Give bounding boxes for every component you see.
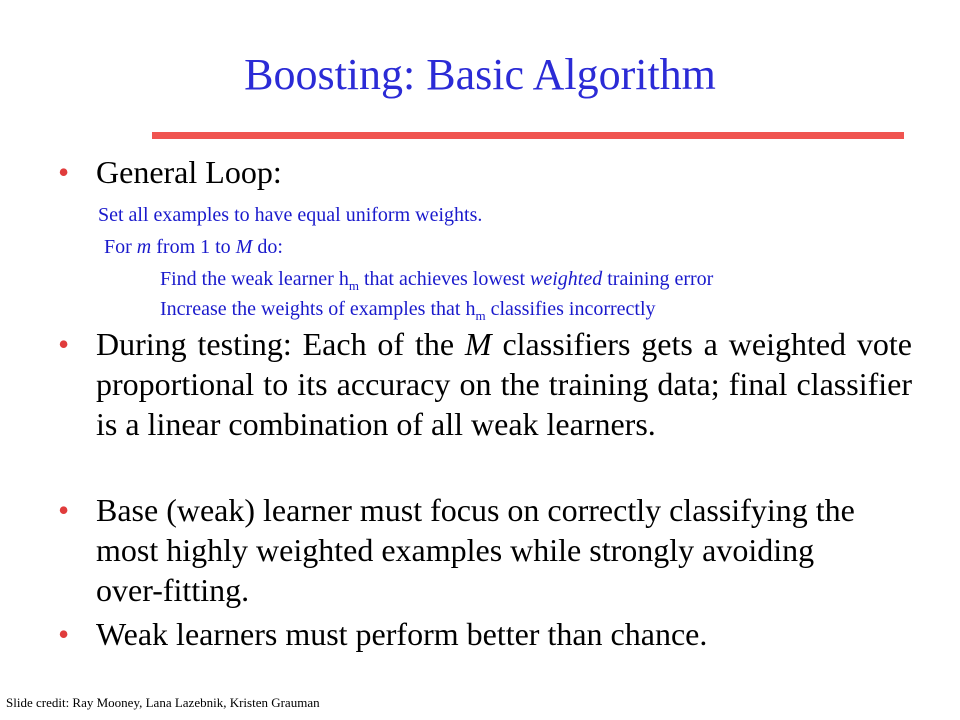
loop-line-4	[160, 297, 656, 321]
loop-line-3-subscript: m	[348, 278, 359, 293]
loop-line-1	[98, 203, 482, 227]
loop-line-4-post: classifies incorrectly	[485, 298, 656, 320]
loop-line-3	[160, 267, 713, 291]
loop-line-2-mid: from 1 to	[151, 236, 236, 258]
bullet-testing-pre: During testing: Each of the	[96, 326, 465, 362]
bullet-marker: •	[58, 616, 70, 652]
bullet-base-learner: Base (weak) learner must focus on correctly classifying the most highly weighted examples while strongly avoiding over-fitting.	[96, 492, 855, 608]
loop-var-m: m	[136, 236, 152, 258]
loop-line-3-mid: that achieves lowest	[358, 268, 531, 290]
loop-line-2	[104, 235, 283, 259]
bullet-marker: •	[58, 492, 70, 528]
title-underline	[152, 132, 904, 139]
slide-title: Boosting: Basic Algorithm	[244, 50, 716, 99]
loop-line-1-text: Set all examples to have equal uniform weights.	[98, 204, 483, 226]
loop-var-M: M	[235, 236, 253, 258]
bullet-testing-post: classifiers gets a weighted vote proportional to its accuracy on the training data; final classifier is a linear combination of all weak learners.	[96, 326, 913, 442]
slide-credit: Slide credit: Ray Mooney, Lana Lazebnik, Kristen Grauman	[6, 695, 320, 710]
bullet-testing	[96, 324, 912, 444]
bullet-testing-emphasis: M	[464, 326, 492, 362]
loop-line-3-pre: Find the weak learner h	[160, 268, 349, 290]
loop-line-2-post: do:	[252, 236, 283, 258]
loop-line-4-pre: Increase the weights of examples that h	[160, 298, 476, 320]
bullet-weak-learners: Weak learners must perform better than chance.	[96, 616, 708, 652]
general-loop-heading: General Loop:	[96, 154, 282, 190]
bullet-marker: •	[58, 326, 70, 362]
loop-line-2-pre: For	[104, 236, 137, 258]
bullet-marker: •	[58, 154, 70, 190]
loop-line-4-subscript: m	[475, 308, 486, 323]
loop-line-3-post: training error	[602, 268, 714, 290]
loop-line-3-emphasis: weighted	[530, 268, 603, 290]
